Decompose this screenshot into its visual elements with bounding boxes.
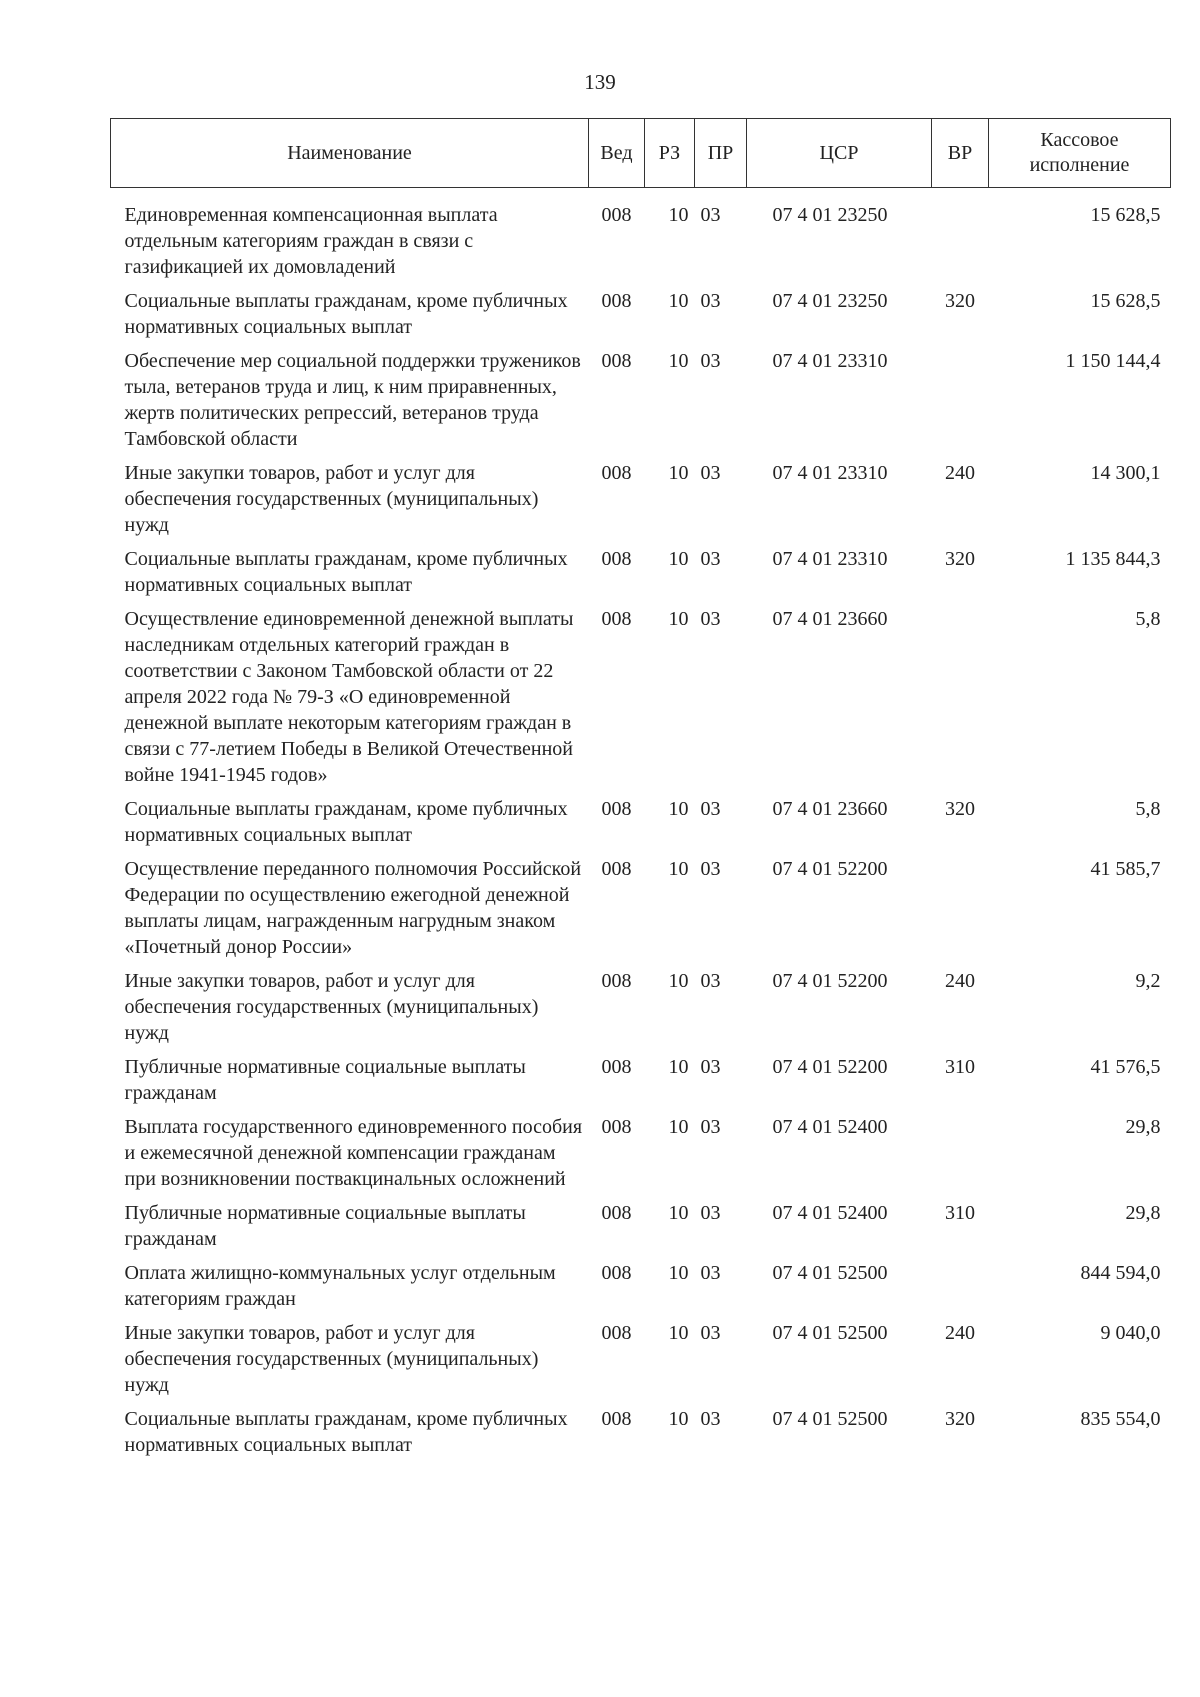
cell-pr: 03 (700, 350, 721, 372)
cell-csr: 07 4 01 52500 (772, 1262, 888, 1284)
cell-rz: 10 (668, 798, 689, 820)
cell-ved: 008 (601, 1116, 632, 1138)
table-row (111, 1114, 1171, 1200)
cell-pr: 03 (700, 1202, 721, 1224)
cell-name: Оплата жилищно-коммунальных услуг отдельным категориям граждан (124, 1262, 556, 1310)
cell-sum: 9 040,0 (1100, 1322, 1161, 1344)
cell-name: Осуществление единовременной денежной выплаты наследникам отдельных категорий граждан в соответствии с Законом Тамбовской области от 22 апреля 2022 года № 79-З «О единовременной денежной выплате некоторым категориям граждан в связи с 77-летием Победы в Великой Отечественной войне 1941-1945 годов» (124, 608, 574, 786)
table-row (111, 1054, 1171, 1114)
cell-name: Единовременная компенсационная выплата отдельным категориям граждан в связи с газификацией их домовладений (124, 204, 498, 278)
cell-name: Социальные выплаты гражданам, кроме публичных нормативных социальных выплат (124, 290, 568, 338)
cell-vr: 310 (945, 1056, 975, 1078)
cell-pr: 03 (700, 1262, 721, 1284)
cell-sum: 41 585,7 (1090, 858, 1161, 880)
cell-ved: 008 (601, 1408, 632, 1430)
cell-pr: 03 (700, 1116, 721, 1138)
cell-csr: 07 4 01 23310 (772, 462, 888, 484)
cell-sum: 29,8 (1125, 1116, 1161, 1138)
table-row (111, 1320, 1171, 1406)
cell-vr: 310 (945, 1202, 975, 1224)
cell-pr: 03 (700, 290, 721, 312)
cell-ved: 008 (601, 1322, 632, 1344)
table-row (111, 968, 1171, 1054)
cell-vr: 320 (945, 1408, 975, 1430)
table-body (111, 188, 1171, 1467)
cell-rz: 10 (668, 462, 689, 484)
table-row (111, 1406, 1171, 1466)
cell-pr: 03 (700, 858, 721, 880)
cell-rz: 10 (668, 204, 689, 226)
table-header (111, 119, 1171, 188)
cell-ved: 008 (601, 1262, 632, 1284)
cell-ved: 008 (601, 798, 632, 820)
header-rz: РЗ (645, 119, 695, 188)
cell-name: Социальные выплаты гражданам, кроме публичных нормативных социальных выплат (124, 548, 568, 596)
cell-csr: 07 4 01 23660 (772, 798, 888, 820)
cell-ved: 008 (601, 1202, 632, 1224)
cell-rz: 10 (668, 1056, 689, 1078)
cell-rz: 10 (668, 1116, 689, 1138)
cell-pr: 03 (700, 608, 721, 630)
cell-csr: 07 4 01 52200 (772, 1056, 888, 1078)
cell-pr: 03 (700, 798, 721, 820)
cell-vr: 240 (945, 970, 975, 992)
cell-rz: 10 (668, 858, 689, 880)
cell-vr (932, 856, 989, 968)
header-pr: ПР (695, 119, 747, 188)
cell-ved: 008 (601, 548, 632, 570)
cell-pr: 03 (700, 1408, 721, 1430)
cell-vr: 320 (945, 798, 975, 820)
cell-pr: 03 (700, 1056, 721, 1078)
cell-csr: 07 4 01 52500 (772, 1322, 888, 1344)
cell-rz: 10 (668, 1408, 689, 1430)
cell-name: Социальные выплаты гражданам, кроме публичных нормативных социальных выплат (124, 1408, 568, 1456)
cell-vr (932, 348, 989, 460)
cell-name: Обеспечение мер социальной поддержки тружеников тыла, ветеранов труда и лиц, к ним приравненных, жертв политических репрессий, ветеранов труда Тамбовской области (124, 350, 581, 450)
cell-vr: 320 (945, 290, 975, 312)
cell-vr (932, 1260, 989, 1320)
cell-pr: 03 (700, 970, 721, 992)
cell-sum: 29,8 (1125, 1202, 1161, 1224)
table-row (111, 796, 1171, 856)
cell-rz: 10 (668, 970, 689, 992)
cell-csr: 07 4 01 23660 (772, 608, 888, 630)
cell-vr (932, 188, 989, 289)
table-row (111, 1200, 1171, 1260)
cell-sum: 14 300,1 (1090, 462, 1161, 484)
cell-ved: 008 (601, 858, 632, 880)
cell-sum: 844 594,0 (1080, 1262, 1161, 1284)
page-number: 139 (584, 70, 616, 94)
table-row (111, 546, 1171, 606)
cell-ved: 008 (601, 204, 632, 226)
cell-rz: 10 (668, 1262, 689, 1284)
cell-sum: 5,8 (1135, 798, 1161, 820)
header-ved: Вед (589, 119, 645, 188)
table-row (111, 348, 1171, 460)
cell-csr: 07 4 01 23310 (772, 350, 888, 372)
cell-pr: 03 (700, 204, 721, 226)
cell-csr: 07 4 01 52200 (772, 970, 888, 992)
cell-ved: 008 (601, 290, 632, 312)
cell-rz: 10 (668, 608, 689, 630)
cell-csr: 07 4 01 23310 (772, 548, 888, 570)
cell-sum: 9,2 (1135, 970, 1161, 992)
cell-csr: 07 4 01 23250 (772, 204, 888, 226)
cell-vr (932, 606, 989, 796)
cell-name: Публичные нормативные социальные выплаты гражданам (124, 1056, 526, 1104)
cell-name: Публичные нормативные социальные выплаты гражданам (124, 1202, 526, 1250)
table-row (111, 460, 1171, 546)
cell-ved: 008 (601, 462, 632, 484)
cell-vr (932, 1114, 989, 1200)
cell-rz: 10 (668, 290, 689, 312)
cell-sum: 15 628,5 (1090, 290, 1161, 312)
cell-ved: 008 (601, 608, 632, 630)
cell-sum: 1 150 144,4 (1065, 350, 1161, 372)
cell-rz: 10 (668, 350, 689, 372)
cell-sum: 835 554,0 (1080, 1408, 1161, 1430)
cell-name: Иные закупки товаров, работ и услуг для обеспечения государственных (муниципальных) нужд (124, 462, 539, 536)
cell-sum: 41 576,5 (1090, 1056, 1161, 1078)
cell-pr: 03 (700, 462, 721, 484)
cell-csr: 07 4 01 52400 (772, 1116, 888, 1138)
table-row (111, 188, 1171, 289)
cell-vr: 240 (945, 462, 975, 484)
cell-ved: 008 (601, 350, 632, 372)
table-row (111, 288, 1171, 348)
cell-csr: 07 4 01 52500 (772, 1408, 888, 1430)
cell-csr: 07 4 01 52200 (772, 858, 888, 880)
cell-csr: 07 4 01 52400 (772, 1202, 888, 1224)
cell-pr: 03 (700, 548, 721, 570)
cell-sum: 15 628,5 (1090, 204, 1161, 226)
cell-rz: 10 (668, 1202, 689, 1224)
cell-rz: 10 (668, 548, 689, 570)
cell-ved: 008 (601, 1056, 632, 1078)
cell-sum: 1 135 844,3 (1065, 548, 1161, 570)
cell-vr: 320 (945, 548, 975, 570)
cell-pr: 03 (700, 1322, 721, 1344)
budget-table (110, 118, 1171, 1466)
cell-name: Иные закупки товаров, работ и услуг для обеспечения государственных (муниципальных) нужд (124, 1322, 539, 1396)
cell-name: Социальные выплаты гражданам, кроме публичных нормативных социальных выплат (124, 798, 568, 846)
header-vr: ВР (932, 119, 989, 188)
cell-ved: 008 (601, 970, 632, 992)
table-row (111, 856, 1171, 968)
header-csr: ЦСР (747, 119, 932, 188)
cell-vr: 240 (945, 1322, 975, 1344)
table-row (111, 606, 1171, 796)
table-row (111, 1260, 1171, 1320)
header-sum: Кассовое исполнение (989, 119, 1171, 188)
cell-sum: 5,8 (1135, 608, 1161, 630)
cell-name: Иные закупки товаров, работ и услуг для обеспечения государственных (муниципальных) нужд (124, 970, 539, 1044)
cell-csr: 07 4 01 23250 (772, 290, 888, 312)
cell-name: Осуществление переданного полномочия Российской Федерации по осуществлению ежегодной денежной выплаты лицам, награжденным нагрудным знаком «Почетный донор России» (124, 858, 582, 958)
cell-rz: 10 (668, 1322, 689, 1344)
header-row (111, 119, 1171, 188)
header-name: Наименование (111, 119, 589, 188)
cell-name: Выплата государственного единовременного пособия и ежемесячной денежной компенсации гражданам при возникновении поствакцинальных осложнений (124, 1116, 583, 1190)
